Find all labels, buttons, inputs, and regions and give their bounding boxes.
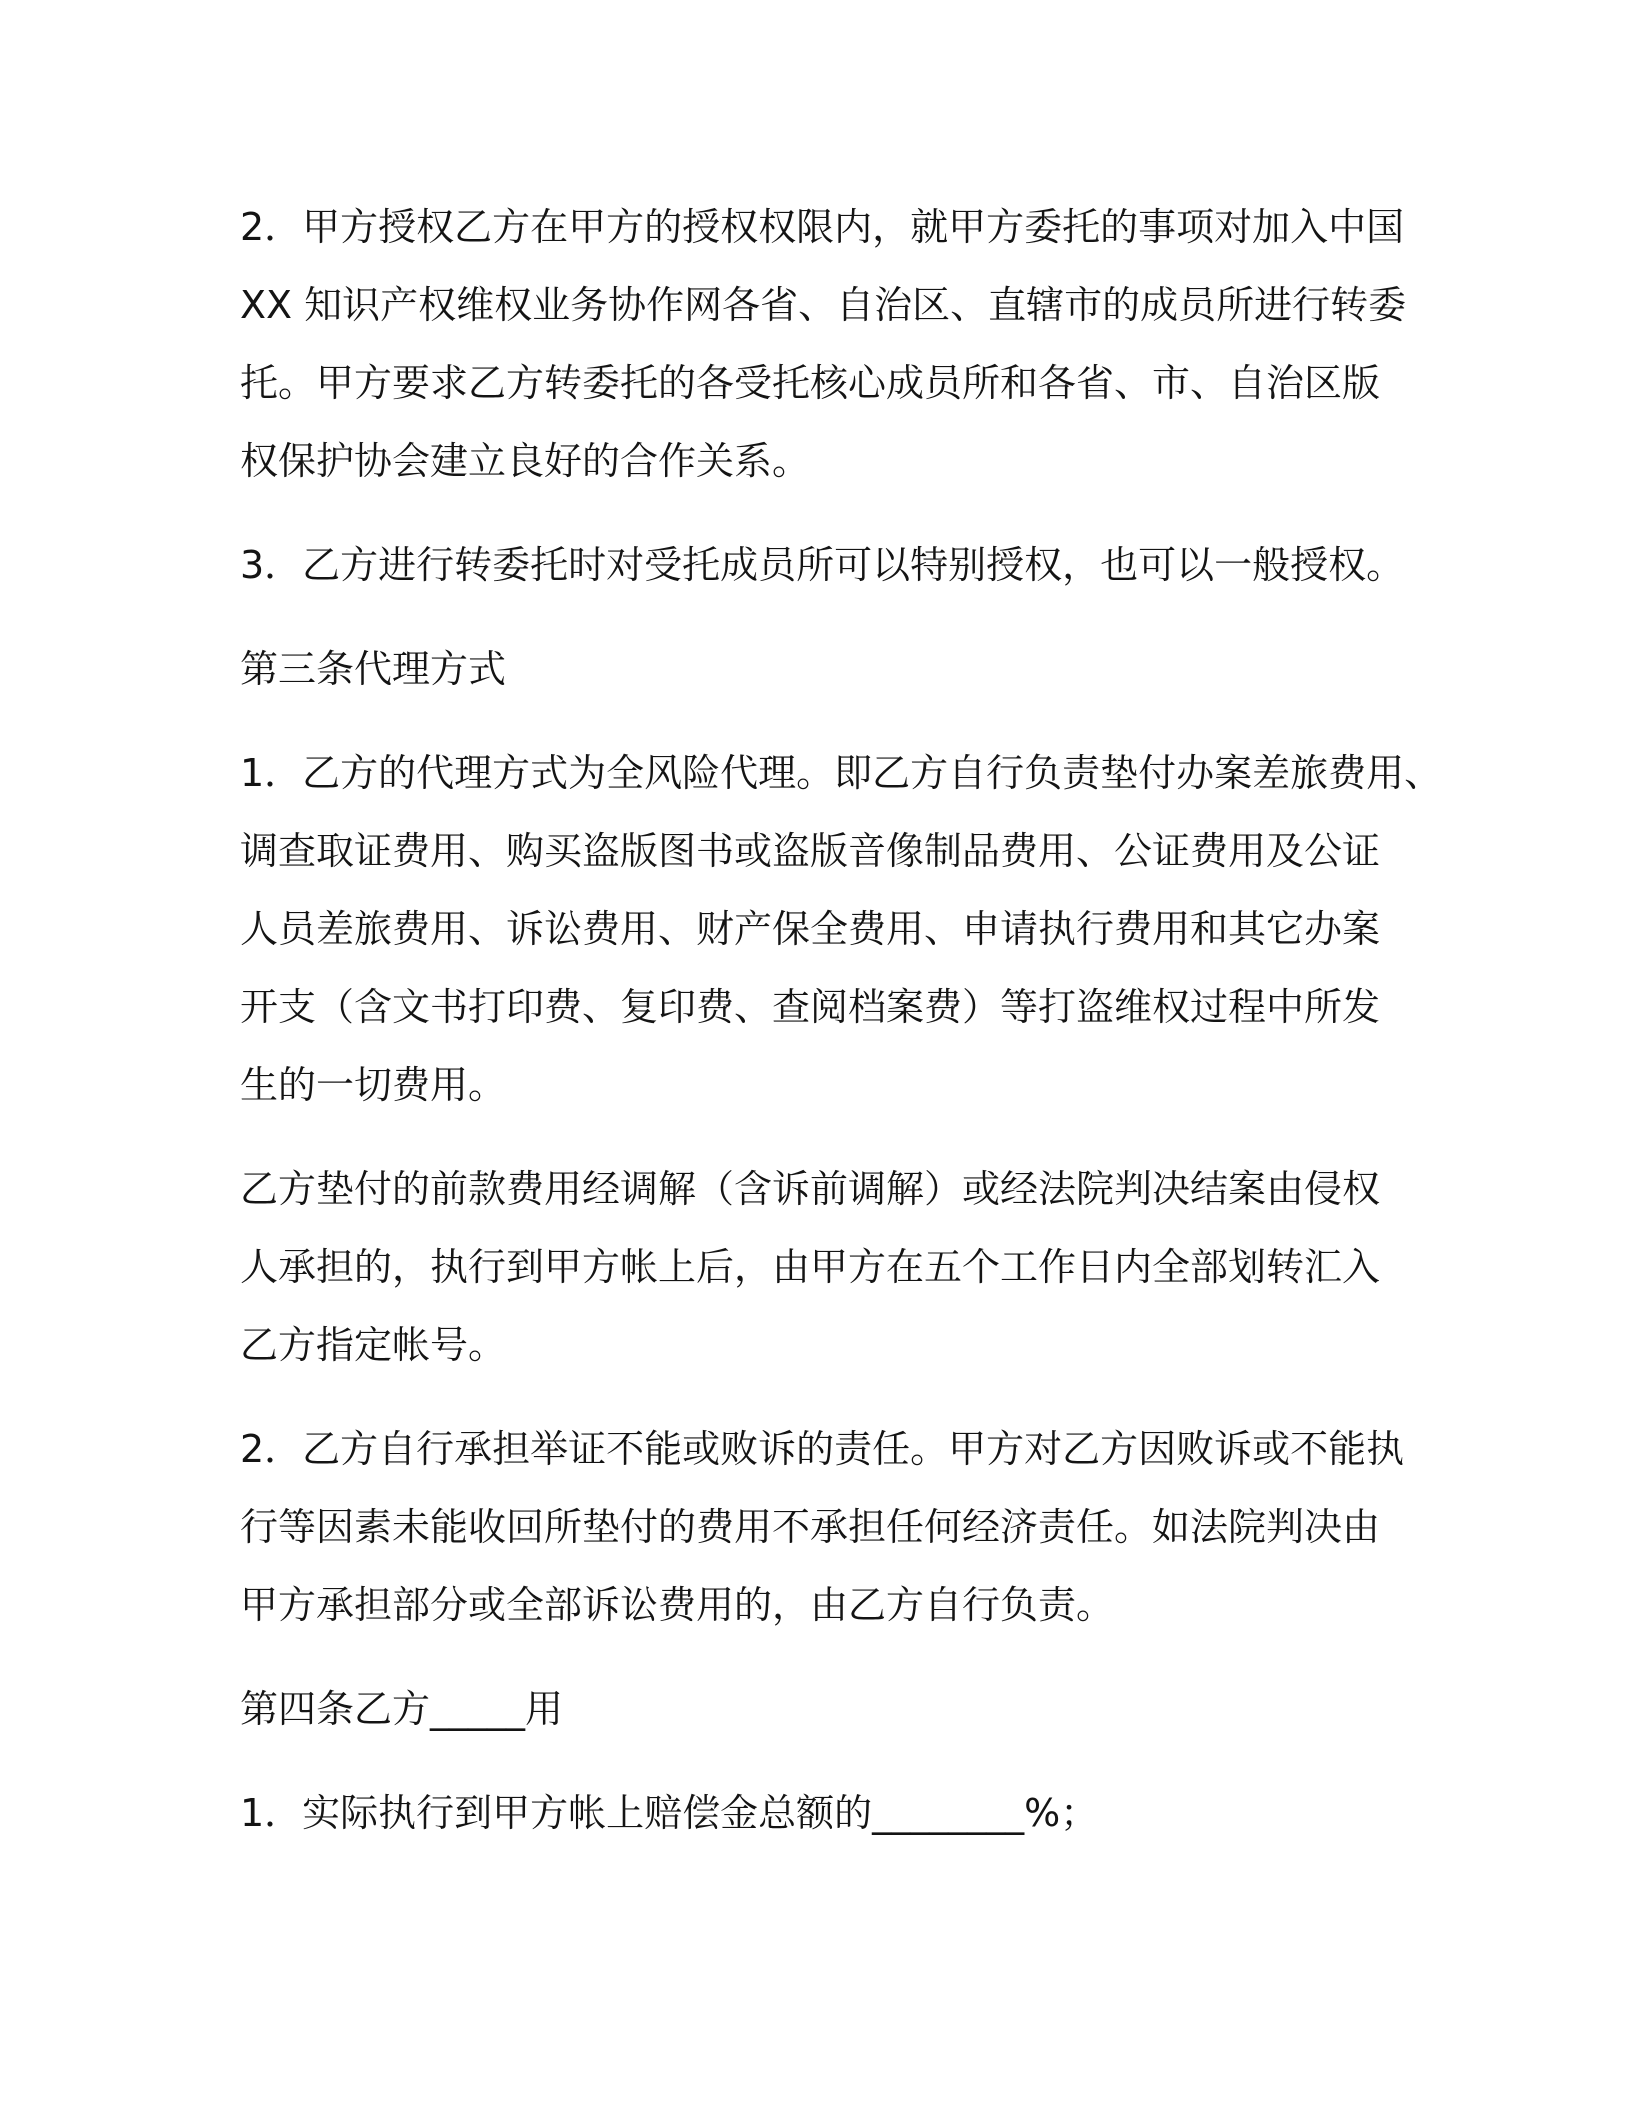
paragraph-article-3-item-1 (240, 734, 1443, 1124)
heading-text: 第四条乙方_____用 (240, 1687, 564, 1731)
text-line: 乙方指定帐号。 (240, 1323, 507, 1367)
text-line: 2．乙方自行承担举证不能或败诉的责任。甲方对乙方因败诉或不能执 (240, 1427, 1405, 1471)
paragraph-article-3-item-2 (240, 1410, 1410, 1644)
text-line: 托。甲方要求乙方转委托的各受托核心成员所和各省、市、自治区版 (240, 361, 1381, 405)
text-line: 开支（含文书打印费、复印费、查阅档案费）等打盗维权过程中所发 (240, 985, 1381, 1029)
paragraph-article-4-item-1 (240, 1774, 1410, 1852)
text-line: 2．甲方授权乙方在甲方的授权权限内，就甲方委托的事项对加入中国 (240, 205, 1405, 249)
paragraph-article-3-advance (240, 1150, 1410, 1384)
text-line: 行等因素未能收回所垫付的费用不承担任何经济责任。如法院判决由 (240, 1505, 1381, 1549)
paragraph-item-3-subdelegation (240, 526, 1410, 604)
text-line: XX 知识产权维权业务协作网各省、自治区、直辖市的成员所进行转委 (240, 283, 1407, 327)
article-3-heading (240, 630, 1410, 708)
article-4-heading (240, 1670, 1410, 1748)
text-line: 人员差旅费用、诉讼费用、财产保全费用、申请执行费用和其它办案 (240, 907, 1381, 951)
text-line: 权保护协会建立良好的合作关系。 (240, 439, 811, 483)
text-line: 人承担的，执行到甲方帐上后，由甲方在五个工作日内全部划转汇入 (240, 1245, 1381, 1289)
document-body (240, 188, 1443, 1878)
text-line: 1．实际执行到甲方帐上赔偿金总额的________%； (240, 1791, 1099, 1835)
text-line: 3．乙方进行转委托时对受托成员所可以特别授权，也可以一般授权。 (240, 543, 1405, 587)
text-line: 1．乙方的代理方式为全风险代理。即乙方自行负责垫付办案差旅费用、 (240, 751, 1443, 795)
text-line: 调查取证费用、购买盗版图书或盗版音像制品费用、公证费用及公证 (240, 829, 1381, 873)
text-line: 乙方垫付的前款费用经调解（含诉前调解）或经法院判决结案由侵权 (240, 1167, 1381, 1211)
paragraph-item-2-authorization (240, 188, 1410, 500)
heading-text: 第三条代理方式 (240, 647, 507, 691)
text-line: 甲方承担部分或全部诉讼费用的，由乙方自行负责。 (240, 1583, 1115, 1627)
text-line: 生的一切费用。 (240, 1063, 507, 1107)
